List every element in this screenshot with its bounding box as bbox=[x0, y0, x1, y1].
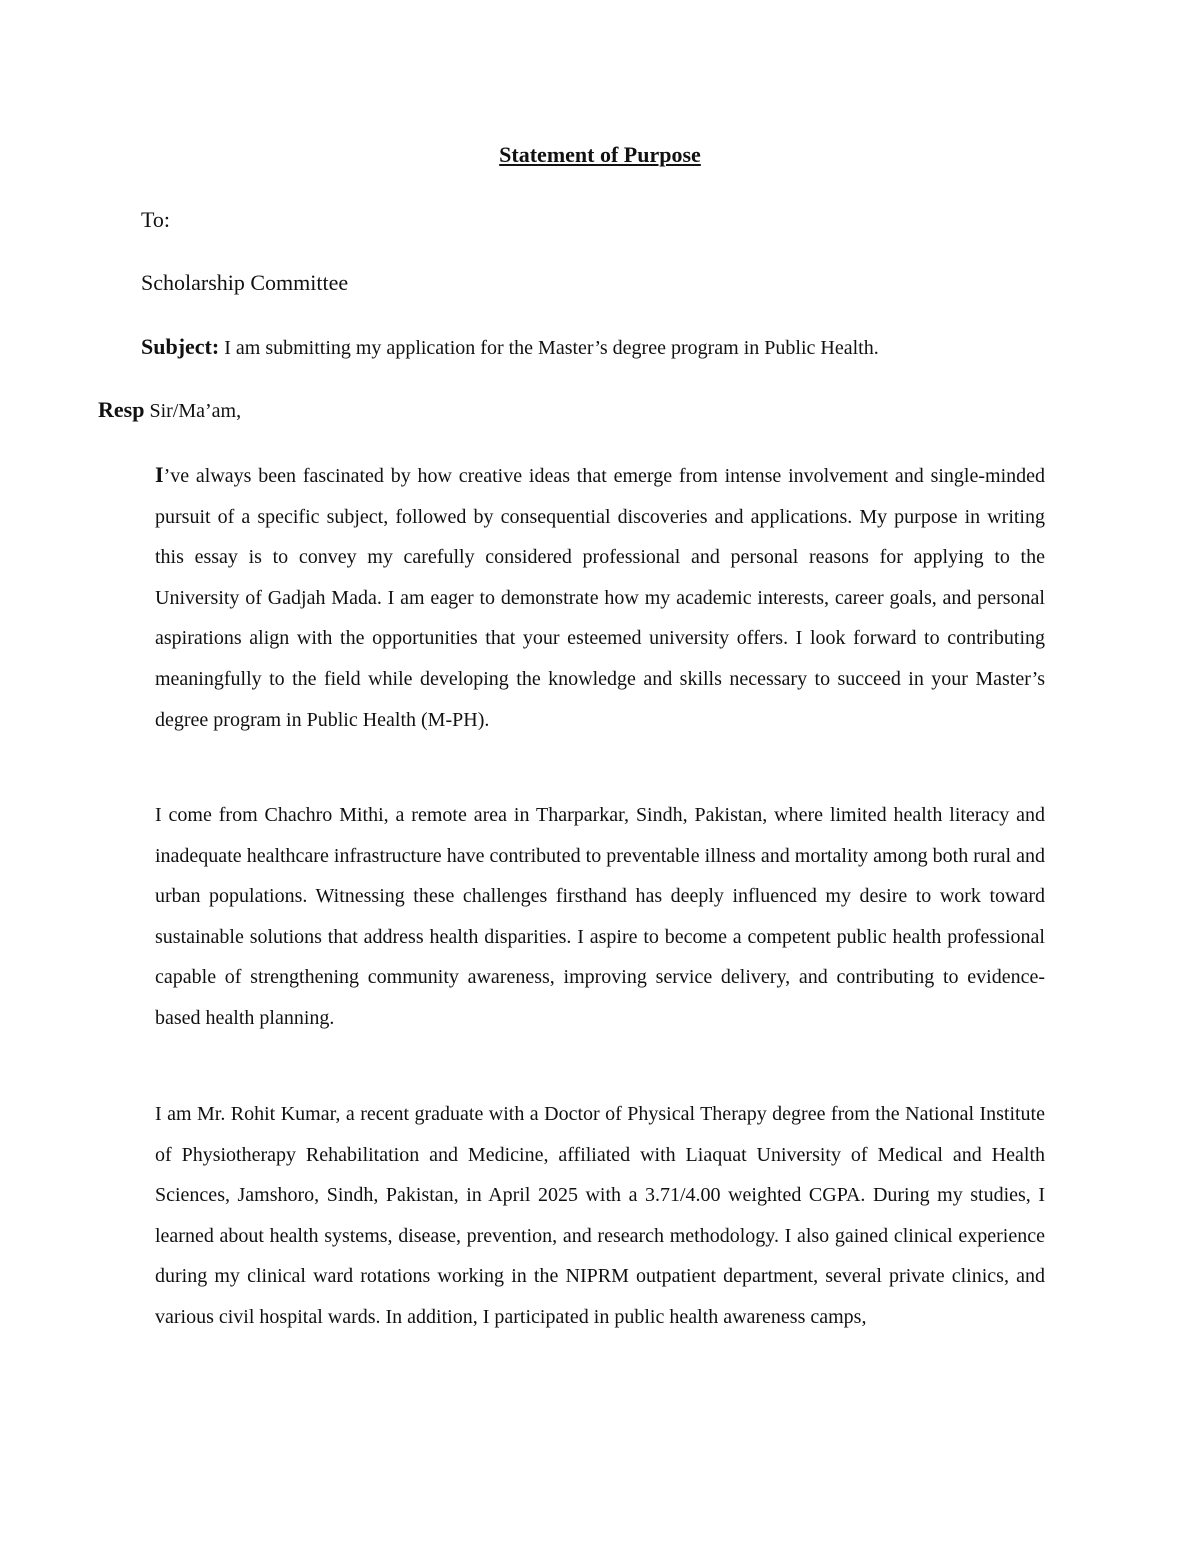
recipient-line: Scholarship Committee bbox=[141, 270, 349, 295]
paragraph-1 bbox=[155, 455, 1045, 740]
to-label: To: bbox=[141, 207, 171, 232]
salutation-line bbox=[98, 397, 241, 423]
paragraph-1-lead: I bbox=[155, 462, 164, 487]
subject-line bbox=[141, 334, 879, 360]
subject-label: Subject: bbox=[141, 334, 220, 359]
document-title: Statement of Purpose bbox=[499, 142, 701, 167]
salutation-text: Sir/Ma’am, bbox=[144, 400, 242, 422]
salutation-label: Resp bbox=[98, 397, 145, 422]
paragraph-2: I come from Chachro Mithi, a remote area in Tharparkar, Sindh, Pakistan, where limited health literacy and inadequate healthcare infrastructure have contributed to preventable illness and mortality among both rural and urban populations. Witnessing these challenges firsthand has deeply influenced my desire to work toward sustainable solutions that address health disparities. I aspire to become a competent public health professional capable of strengthening community awareness, improving service delivery, and contributing to evidence-based health planning. bbox=[155, 804, 1045, 1029]
subject-text: I am submitting my application for the Master’s degree program in Public Health. bbox=[219, 337, 879, 359]
paragraph-1-text: ’ve always been fascinated by how creative ideas that emerge from intense involvement and single-minded pursuit of a specific subject, followed by consequential discoveries and applications. My purpose in writing this essay is to convey my carefully considered professional and personal reasons for applying to the University of Gadjah Mada. I am eager to demonstrate how my academic interests, career goals, and personal aspirations align with the opportunities that your esteemed university offers. I look forward to contributing meaningfully to the field while developing the knowledge and skills necessary to succeed in your Master’s degree program in Public Health (M-PH). bbox=[155, 465, 1045, 731]
paragraph-3: I am Mr. Rohit Kumar, a recent graduate with a Doctor of Physical Therapy degree from the National Institute of Physiotherapy Rehabilitation and Medicine, affiliated with Liaquat University of Medical and Health Sciences, Jamshoro, Sindh, Pakistan, in April 2025 with a 3.71/4.00 weighted CGPA. During my studies, I learned about health systems, disease, prevention, and research methodology. I also gained clinical experience during my clinical ward rotations working in the NIPRM outpatient department, several private clinics, and various civil hospital wards. In addition, I participated in public health awareness camps, bbox=[155, 1103, 1045, 1328]
